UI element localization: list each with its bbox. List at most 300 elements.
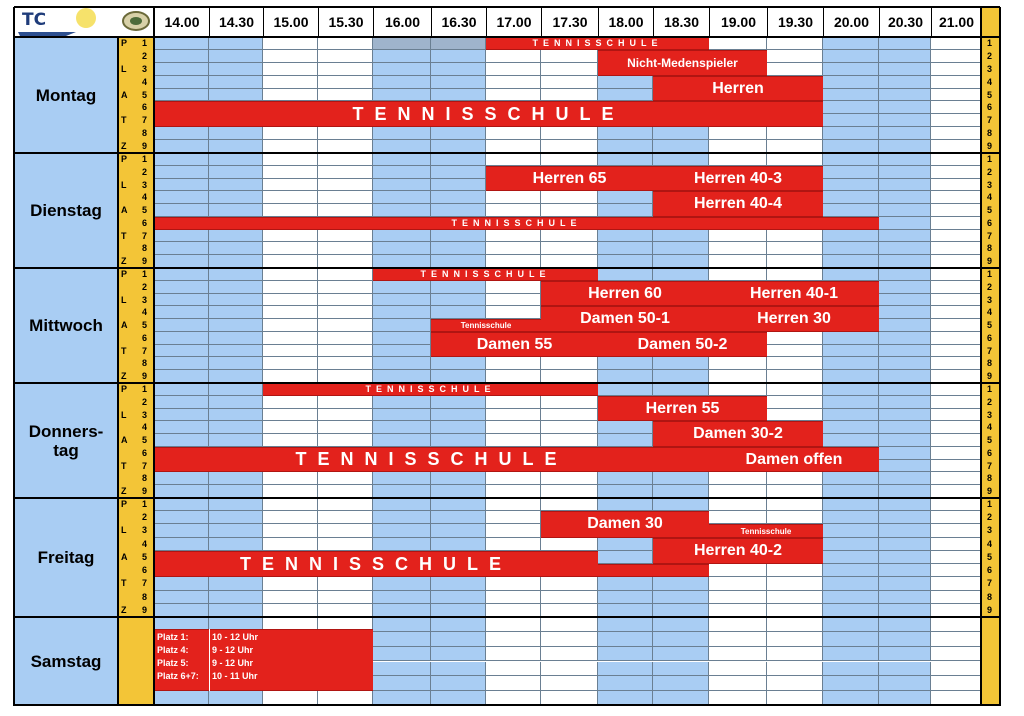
slot-cell: [209, 166, 263, 179]
slot-cell: [598, 191, 653, 204]
slot-cell: [373, 472, 431, 485]
slot-cell: [486, 63, 541, 76]
slot-cell: [823, 153, 879, 166]
slot-cell: [318, 306, 373, 319]
slot-cell: [931, 114, 981, 127]
slot-cell: [486, 538, 541, 551]
slot-cell: [318, 421, 373, 434]
slot-cell: [263, 242, 318, 255]
court-number-right: 9: [987, 604, 993, 615]
slot-cell: [263, 472, 318, 485]
slot-cell: [541, 647, 598, 662]
slot-cell: [709, 577, 767, 590]
slot-cell: [879, 332, 931, 345]
slot-cell: [209, 524, 263, 537]
slot-cell: [154, 294, 209, 307]
slot-cell: [767, 242, 823, 255]
slot-cell: [709, 268, 767, 281]
slot-cell: [431, 76, 486, 89]
court-number-right: 6: [987, 102, 993, 113]
slot-cell: [154, 179, 209, 192]
slot-cell: [653, 357, 709, 370]
slot-cell: [931, 434, 981, 447]
slot-cell: [373, 604, 431, 617]
time-header-18-00: 18.00: [598, 7, 653, 37]
slot-cell: [263, 421, 318, 434]
court-letter: P: [121, 499, 128, 509]
court-number: 3: [142, 525, 148, 536]
court-number: 6: [142, 217, 148, 228]
time-header-21-00: 21.00: [931, 7, 981, 37]
slot-cell: [209, 281, 263, 294]
slot-cell: [318, 332, 373, 345]
court-number-right: 5: [987, 205, 993, 216]
slot-cell: [931, 63, 981, 76]
court-number: 8: [142, 243, 148, 254]
slot-cell: [541, 50, 598, 63]
slot-cell: [541, 242, 598, 255]
slot-cell: [931, 460, 981, 473]
slot-cell: [209, 191, 263, 204]
slot-cell: [263, 204, 318, 217]
slot-cell: [541, 632, 598, 647]
slot-cell: [431, 617, 486, 632]
slot-cell: [373, 632, 431, 647]
slot-cell: [373, 242, 431, 255]
time-header-14-00: 14.00: [154, 7, 209, 37]
slot-cell: [154, 89, 209, 102]
slot-cell: [263, 76, 318, 89]
slot-cell: [373, 153, 431, 166]
slot-cell: [431, 498, 486, 511]
court-number-right: 1: [987, 154, 993, 164]
court-number-right: 3: [987, 179, 993, 190]
booking-tennisschule: Tennisschule: [431, 319, 541, 332]
court-number-right: 8: [987, 128, 993, 139]
slot-cell: [486, 421, 541, 434]
booking-tennisschule: TENNISSCHULE: [486, 37, 709, 50]
slot-cell: [263, 357, 318, 370]
slot-cell: [541, 396, 598, 409]
court-number-right: 9: [987, 371, 993, 382]
slot-cell: [879, 191, 931, 204]
slot-cell: [486, 577, 541, 590]
slot-cell: [823, 114, 879, 127]
slot-cell: [209, 179, 263, 192]
column-separator: [117, 37, 119, 706]
slot-cell: [263, 577, 318, 590]
slot-cell: [598, 676, 653, 691]
slot-cell: [541, 204, 598, 217]
court-number: 9: [142, 256, 148, 267]
slot-cell: [431, 434, 486, 447]
slot-cell: [823, 76, 879, 89]
court-letter: P: [121, 154, 128, 164]
booking-tennisschule: TENNISSCHULE: [154, 551, 598, 577]
slot-cell: [486, 409, 541, 422]
slot-cell: [767, 50, 823, 63]
slot-cell: [709, 230, 767, 243]
slot-cell: [879, 524, 931, 537]
slot-cell: [879, 383, 931, 396]
slot-cell: [486, 662, 541, 677]
slot-cell: [154, 409, 209, 422]
slot-cell: [209, 345, 263, 358]
slot-cell: [373, 524, 431, 537]
slot-cell: [879, 294, 931, 307]
slot-cell: [541, 76, 598, 89]
court-number-right: 8: [987, 473, 993, 484]
slot-cell: [931, 577, 981, 590]
slot-cell: [879, 577, 931, 590]
slot-cell: [318, 511, 373, 524]
slot-cell: [879, 89, 931, 102]
court-letter: A: [121, 435, 128, 446]
court-number-right: 5: [987, 89, 993, 100]
slot-cell: [823, 191, 879, 204]
court-letter: L: [121, 63, 127, 74]
time-header-17-00: 17.00: [486, 7, 541, 37]
slot-cell: [541, 591, 598, 604]
slot-cell: [709, 604, 767, 617]
booking-herren-40-3: Herren 40-3: [653, 166, 823, 192]
slot-cell: [541, 676, 598, 691]
slot-cell: [154, 127, 209, 140]
slot-cell: [431, 396, 486, 409]
slot-cell: [823, 564, 879, 577]
slot-cell: [318, 434, 373, 447]
slot-cell: [541, 662, 598, 677]
court-letter: L: [121, 525, 127, 536]
slot-cell: [318, 538, 373, 551]
slot-cell: [209, 421, 263, 434]
slot-cell: [541, 153, 598, 166]
slot-cell: [653, 153, 709, 166]
time-header-15-00: 15.00: [263, 7, 318, 37]
slot-cell: [541, 498, 598, 511]
row-separator: [14, 152, 1000, 154]
slot-cell: [263, 89, 318, 102]
slot-cell: [154, 281, 209, 294]
slot-cell: [598, 551, 653, 564]
row-separator: [14, 267, 1000, 269]
slot-cell: [431, 538, 486, 551]
court-number: 5: [142, 435, 148, 446]
slot-cell: [767, 37, 823, 50]
slot-cell: [373, 166, 431, 179]
slot-cell: [209, 268, 263, 281]
row-separator: [14, 36, 1000, 38]
slot-cell: [154, 63, 209, 76]
slot-cell: [598, 617, 653, 632]
slot-cell: [263, 332, 318, 345]
slot-cell: [879, 114, 931, 127]
court-number: 2: [142, 281, 148, 292]
slot-cell: [931, 538, 981, 551]
booking-damen-30-2: Damen 30-2: [653, 421, 823, 447]
court-number-right: 5: [987, 320, 993, 331]
slot-cell: [431, 577, 486, 590]
slot-cell: [931, 396, 981, 409]
slot-cell: [486, 434, 541, 447]
booking-herren-30: Herren 30: [709, 306, 879, 332]
slot-cell: [263, 409, 318, 422]
court-number: 2: [142, 166, 148, 177]
slot-cell: [879, 447, 931, 460]
slot-cell: [598, 662, 653, 677]
slot-cell: [263, 591, 318, 604]
slot-cell: [209, 396, 263, 409]
court-number: 8: [142, 591, 148, 602]
slot-cell: [154, 230, 209, 243]
court-number-right: 8: [987, 591, 993, 602]
slot-cell: [931, 421, 981, 434]
court-number: 4: [142, 76, 148, 87]
slot-cell: [431, 632, 486, 647]
slot-cell: [373, 332, 431, 345]
slot-cell: [823, 89, 879, 102]
slot-cell: [823, 37, 879, 50]
slot-cell: [486, 153, 541, 166]
slot-cell: [823, 204, 879, 217]
slot-cell: [823, 396, 879, 409]
slot-cell: [154, 396, 209, 409]
slot-cell: [653, 268, 709, 281]
slot-cell: [931, 281, 981, 294]
court-letter: P: [121, 269, 128, 279]
slot-cell: [541, 538, 598, 551]
slot-cell: [486, 676, 541, 691]
court-number: 1: [142, 269, 148, 279]
court-letter: A: [121, 551, 128, 562]
slot-cell: [931, 204, 981, 217]
slot-cell: [879, 409, 931, 422]
court-number: 9: [142, 141, 148, 152]
slot-cell: [154, 345, 209, 358]
court-column-right-6: [981, 617, 1000, 706]
slot-cell: [709, 383, 767, 396]
slot-cell: [373, 50, 431, 63]
slot-cell: [263, 281, 318, 294]
court-number: 3: [142, 294, 148, 305]
slot-cell: [209, 306, 263, 319]
slot-cell: [431, 166, 486, 179]
column-separator: [153, 7, 155, 706]
slot-cell: [931, 89, 981, 102]
slot-cell: [767, 662, 823, 677]
day-label-4: Donners- tag: [14, 383, 118, 498]
slot-cell: [879, 217, 931, 230]
slot-cell: [318, 37, 373, 50]
slot-cell: [431, 662, 486, 677]
slot-cell: [486, 647, 541, 662]
court-number: 1: [142, 38, 148, 48]
slot-cell: [931, 191, 981, 204]
slot-cell: [879, 306, 931, 319]
slot-cell: [653, 230, 709, 243]
court-letter: Z: [121, 371, 127, 382]
slot-cell: [879, 421, 931, 434]
slot-cell: [931, 166, 981, 179]
slot-cell: [879, 63, 931, 76]
slot-cell: [154, 591, 209, 604]
court-number-right: 6: [987, 447, 993, 458]
slot-cell: [709, 242, 767, 255]
slot-cell: [431, 191, 486, 204]
slot-cell: [209, 538, 263, 551]
slot-cell: [486, 524, 541, 537]
court-number: 8: [142, 358, 148, 369]
slot-cell: [931, 76, 981, 89]
slot-cell: [373, 591, 431, 604]
slot-cell: [486, 89, 541, 102]
saturday-court: Platz 6+7:: [157, 671, 199, 681]
court-number-right: 1: [987, 384, 993, 394]
slot-cell: [931, 604, 981, 617]
slot-cell: [879, 647, 931, 662]
court-number: 6: [142, 102, 148, 113]
slot-cell: [653, 632, 709, 647]
slot-cell: [598, 242, 653, 255]
slot-cell: [931, 294, 981, 307]
slot-cell: [709, 676, 767, 691]
slot-cell: [598, 357, 653, 370]
slot-cell: [373, 179, 431, 192]
slot-cell: [879, 230, 931, 243]
day-label-3: Mittwoch: [14, 268, 118, 383]
slot-cell: [209, 409, 263, 422]
slot-cell: [879, 434, 931, 447]
slot-cell: [373, 127, 431, 140]
slot-cell: [263, 153, 318, 166]
slot-cell: [709, 511, 767, 524]
slot-cell: [823, 179, 879, 192]
court-number-right: 2: [987, 512, 993, 523]
slot-cell: [431, 127, 486, 140]
slot-cell: [823, 511, 879, 524]
slot-cell: [709, 498, 767, 511]
slot-cell: [154, 37, 209, 50]
slot-cell: [154, 472, 209, 485]
slot-cell: [767, 127, 823, 140]
slot-cell: [823, 604, 879, 617]
club-badge-icon: [121, 9, 151, 33]
court-number-right: 3: [987, 294, 993, 305]
slot-cell: [541, 577, 598, 590]
slot-cell: [486, 617, 541, 632]
slot-cell: [931, 50, 981, 63]
slot-cell: [931, 662, 981, 677]
booking-nicht-medenspieler: Nicht-Medenspieler: [598, 50, 767, 76]
court-number: 7: [142, 230, 148, 241]
saturday-time: 10 - 12 Uhr: [212, 632, 259, 642]
slot-cell: [373, 647, 431, 662]
slot-cell: [598, 647, 653, 662]
slot-cell: [598, 153, 653, 166]
court-number-right: 5: [987, 435, 993, 446]
slot-cell: [373, 617, 431, 632]
slot-cell: [318, 63, 373, 76]
booking-herren-60: Herren 60: [541, 281, 709, 307]
slot-cell: [431, 524, 486, 537]
saturday-court: Platz 5:: [157, 658, 189, 668]
slot-cell: [541, 434, 598, 447]
court-number: 5: [142, 89, 148, 100]
slot-cell: [486, 498, 541, 511]
slot-cell: [373, 357, 431, 370]
slot-cell: [318, 127, 373, 140]
slot-cell: [709, 37, 767, 50]
slot-cell: [931, 551, 981, 564]
slot-cell: [318, 191, 373, 204]
slot-cell: [767, 647, 823, 662]
slot-cell: [154, 357, 209, 370]
slot-cell: [318, 230, 373, 243]
slot-cell: [431, 230, 486, 243]
slot-cell: [318, 268, 373, 281]
court-letter: Z: [121, 486, 127, 497]
court-letter: A: [121, 320, 128, 331]
slot-cell: [154, 166, 209, 179]
slot-cell: [653, 676, 709, 691]
court-number-right: 3: [987, 63, 993, 74]
court-letter: T: [121, 345, 127, 356]
court-number-right: 9: [987, 141, 993, 152]
slot-cell: [431, 647, 486, 662]
slot-cell: [931, 564, 981, 577]
slot-cell: [431, 676, 486, 691]
slot-cell: [879, 538, 931, 551]
slot-cell: [431, 50, 486, 63]
booking-herren-40-4: Herren 40-4: [653, 191, 823, 217]
court-letter: P: [121, 384, 128, 394]
time-header-18-30: 18.30: [653, 7, 709, 37]
slot-cell: [879, 632, 931, 647]
court-number-right: 2: [987, 396, 993, 407]
slot-cell: [879, 345, 931, 358]
slot-cell: [653, 577, 709, 590]
slot-cell: [823, 577, 879, 590]
slot-cell: [318, 319, 373, 332]
slot-cell: [154, 306, 209, 319]
slot-cell: [373, 409, 431, 422]
slot-cell: [823, 538, 879, 551]
slot-cell: [154, 50, 209, 63]
slot-cell: [209, 434, 263, 447]
slot-cell: [823, 632, 879, 647]
court-number-right: 8: [987, 243, 993, 254]
court-number-right: 4: [987, 192, 993, 203]
slot-cell: [373, 511, 431, 524]
slot-cell: [209, 50, 263, 63]
slot-cell: [879, 166, 931, 179]
slot-cell: [431, 294, 486, 307]
court-number-right: 9: [987, 256, 993, 267]
slot-cell: [931, 101, 981, 114]
slot-cell: [653, 617, 709, 632]
day-label-1: Montag: [14, 37, 118, 153]
slot-cell: [318, 89, 373, 102]
slot-cell: [431, 242, 486, 255]
booking-tennisschule: TENNISSCHULE: [154, 101, 823, 127]
slot-cell: [823, 617, 879, 632]
slot-cell: [431, 179, 486, 192]
slot-cell: [823, 63, 879, 76]
time-header-16-30: 16.30: [431, 7, 486, 37]
slot-cell: [318, 166, 373, 179]
slot-cell: [931, 242, 981, 255]
slot-cell: [154, 268, 209, 281]
